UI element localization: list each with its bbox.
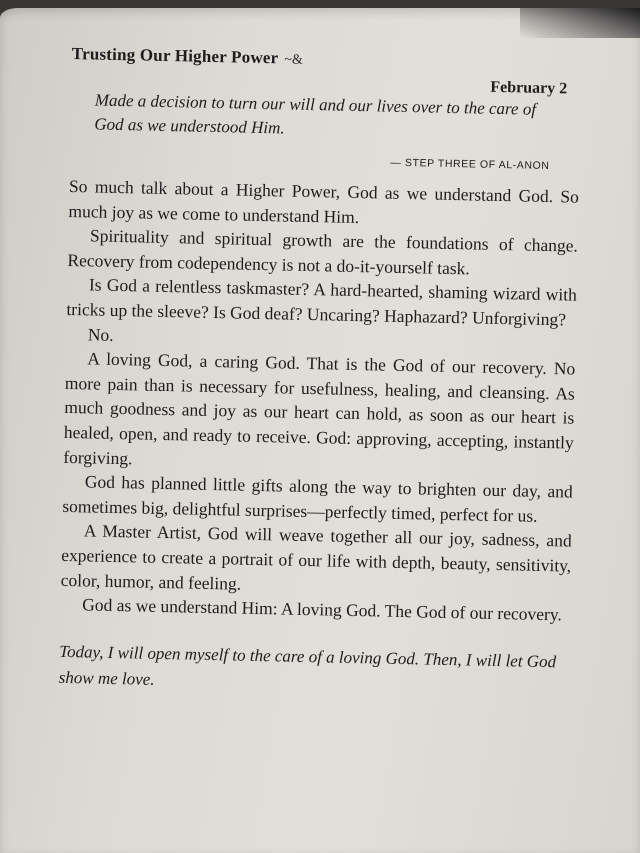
page-title: Trusting Our Higher Power (71, 44, 279, 68)
book-page (0, 8, 640, 853)
page-header (71, 44, 581, 98)
body-paragraph: God has planned little gifts along the way to brighten our day, and sometimes big, delightful surprises—perfectly timed, perfect for us. (62, 471, 573, 526)
epigraph-quote: Made a decision to turn our will and our lives over to the care of God as we understood Him. (94, 90, 537, 138)
ornament-icon: ~& (284, 52, 303, 68)
page-content (58, 44, 581, 701)
epigraph-attribution: — STEP THREE OF AL-ANON (390, 156, 550, 173)
meditation-body (60, 174, 579, 627)
body-paragraph: Spirituality and spiritual growth are the foundations of change. Recovery from codependency is not a do-it-yourself task. (67, 225, 579, 279)
body-paragraph: So much talk about a Higher Power, God as we understand God. So much joy as we come to understand Him. (68, 175, 580, 227)
body-paragraph: God as we understand Him: A loving God. The God of our recovery. (82, 594, 563, 625)
closing-affirmation: Today, I will open myself to the care of a loving God. Then, I will let God show me love. (58, 641, 557, 689)
body-paragraph: A loving God, a caring God. That is the God of our recovery. No more pain than is necessary for usefulness, healing, and cleansing. As much goodness and joy as our heart can hold, as soon as our heart is healed, open, and ready to receive. God: approving, accepting, instantly forgiving. (63, 348, 576, 468)
page-date: February 2 (490, 78, 568, 98)
page-corner-shadow (520, 8, 640, 38)
body-paragraph: Is God a relentless taskmaster? A hard-hearted, shaming wizard with tricks up the sleeve? Is God deaf? Uncaring? Haphazard? Unforgiving? (66, 274, 578, 330)
body-paragraph: A Master Artist, God will weave together all our joy, sadness, and experience to create a portrait of our life with depth, beauty, sensitivity, color, humor, and feeling. (60, 520, 572, 594)
body-paragraph: No. (87, 323, 114, 345)
